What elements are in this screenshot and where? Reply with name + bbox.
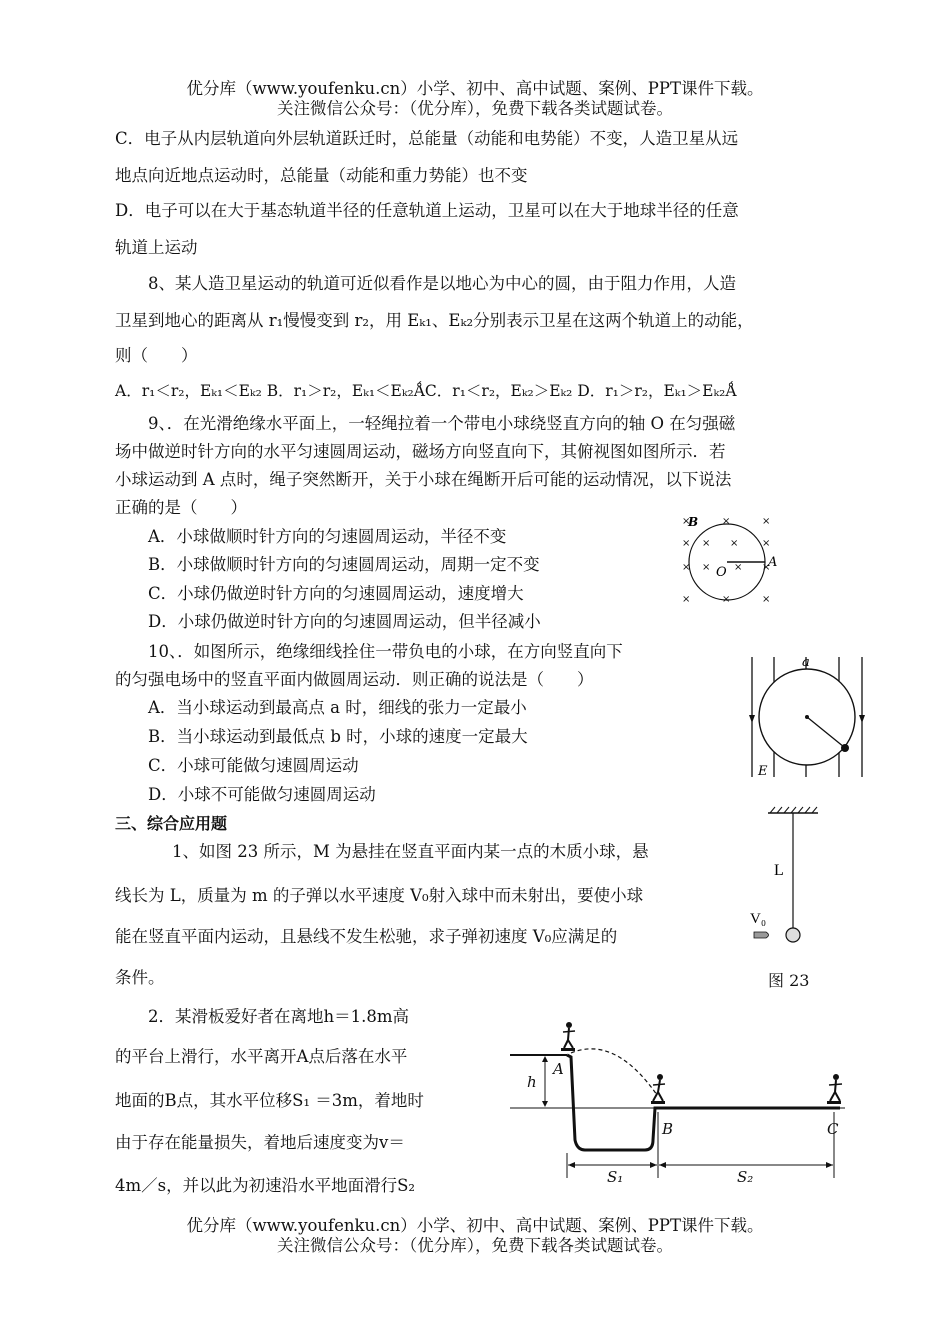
wood-ball [786, 928, 800, 942]
p1-figure [746, 805, 826, 995]
p2-line1: 2．某滑板爱好者在离地h＝1.8m高 [148, 1007, 410, 1026]
q8-line2: 卫星到地心的距离从 r₁慢慢变到 r₂，用 Eₖ₁、Eₖ₂分别表示卫星在这两个轨道上的动能， [115, 311, 754, 330]
p1-line1: 1、如图 23 所示，M 为悬挂在竖直平面内某一点的木质小球，悬 [172, 842, 649, 861]
p1-line4: 条件。 [115, 968, 165, 987]
p1-figure-caption: 图 23 [768, 971, 810, 990]
svg-text:×: × [762, 594, 771, 605]
skater-c [827, 1074, 842, 1104]
label-s2: S₂ [737, 1168, 754, 1185]
q10-figure [744, 655, 874, 780]
label-a: a [802, 655, 810, 670]
q10-option-b: B．当小球运动到最低点 b 时，小球的速度一定最大 [148, 727, 528, 746]
svg-text:×: × [682, 562, 691, 573]
svg-text:×: × [682, 538, 691, 549]
q9-option-a: A．小球做顺时针方向的匀速圆周运动，半径不变 [148, 527, 507, 546]
q10-line1: 10、．如图所示，绝缘细线拴住一带负电的小球，在方向竖直向下 [148, 642, 623, 661]
svg-text:×: × [702, 562, 711, 573]
p2-line3: 地面的B点，其水平位移S₁ ＝3m，着地时 [115, 1091, 424, 1110]
skater-b [651, 1074, 665, 1104]
trajectory [571, 1049, 657, 1095]
svg-text:×: × [734, 562, 743, 573]
svg-text:×: × [762, 538, 771, 549]
p1-line3: 能在竖直平面内运动，且悬线不发生松驰，求子弹初速度 V₀应满足的 [115, 927, 618, 946]
svg-text:×: × [722, 516, 731, 527]
label-c: C [827, 1120, 839, 1138]
q8-line3: 则（ ） [115, 346, 198, 365]
footer-line-1: 优分库（www.youfenku.cn）小学、初中、高中试题、案例、PPT课件下载。 [186, 1216, 764, 1235]
svg-text:×: × [730, 538, 739, 549]
q8-line1: 8、某人造卫星运动的轨道可近似看作是以地心为中心的圆，由于阻力作用，人造 [148, 274, 736, 293]
q9-line3: 小球运动到 A 点时，绳子突然断开，关于小球在绳断开后可能的运动情况，以下说法 [115, 470, 732, 489]
label-b: B [662, 1120, 674, 1138]
q9-line2: 场中做逆时针方向的水平匀速圆周运动，磁场方向竖直向下，其俯视图如图所示．若 [115, 442, 726, 461]
p2-figure [505, 1015, 850, 1185]
center-dot [805, 715, 809, 719]
q9-option-d: D．小球仍做逆时针方向的匀速圆周运动，但半径减小 [148, 612, 541, 631]
p2-line2: 的平台上滑行，水平离开A点后落在水平 [115, 1047, 408, 1066]
q8-options: A．r₁＜r₂，Eₖ₁＜Eₖ₂ B．r₁＞r₂，Eₖ₁＜Eₖ₂ǺC．r₁＜r₂，Eₖ₂＞Eₖ₂ D．r₁＞r₂，Eₖ₁＞Eₖ₂Ǻ [115, 382, 737, 400]
label-a: A [553, 1060, 564, 1078]
svg-text:×: × [682, 594, 691, 605]
svg-text:×: × [762, 562, 771, 573]
q7-option-c-line1: C．电子从内层轨道向外层轨道跃迁时，总能量（动能和电势能）不变，人造卫星从远 [115, 129, 739, 148]
footer-line-2: 关注微信公众号：（优分库），免费下载各类试题试卷。 [277, 1236, 673, 1255]
label-s1: S₁ [607, 1168, 624, 1185]
label-o: O [716, 565, 727, 580]
svg-text:×: × [682, 516, 691, 527]
field-x-marks [682, 516, 770, 605]
q10-option-c: C．小球可能做匀速圆周运动 [148, 756, 359, 775]
q10-option-d: D．小球不可能做匀速圆周运动 [148, 785, 376, 804]
section3-title: 三、综合应用题 [115, 814, 228, 833]
skater-a [561, 1022, 575, 1051]
label-b: B [688, 515, 699, 529]
label-e: E [758, 764, 768, 779]
header-line-2: 关注微信公众号：（优分库），免费下载各类试题试卷。 [277, 99, 673, 118]
header-line-1: 优分库（www.youfenku.cn）小学、初中、高中试题、案例、PPT课件下载。 [186, 79, 764, 98]
q7-option-c-line2: 地点向近地点运动时，总能量（动能和重力势能）也不变 [115, 166, 528, 185]
svg-text:×: × [722, 594, 731, 605]
terrain-profile [567, 1055, 840, 1150]
svg-text:×: × [702, 538, 711, 549]
q9-option-c: C．小球仍做逆时针方向的匀速圆周运动，速度增大 [148, 584, 524, 603]
label-l: L [774, 862, 784, 879]
q7-option-d-line1: D．电子可以在大于基态轨道半径的任意轨道上运动，卫星可以在大于地球半径的任意 [115, 201, 739, 220]
label-a: A [768, 555, 778, 570]
q9-line4: 正确的是（ ） [115, 498, 247, 517]
svg-text:×: × [762, 516, 771, 527]
q10-line2: 的匀强电场中的竖直平面内做圆周运动．则正确的说法是（ ） [115, 670, 594, 689]
label-v0: V₀ [750, 911, 767, 927]
q7-option-d-line2: 轨道上运动 [115, 238, 198, 257]
charged-ball [841, 744, 849, 752]
q9-figure [672, 512, 790, 608]
q10-option-a: A．当小球运动到最高点 a 时，细线的张力一定最小 [148, 698, 527, 717]
ceiling-hatch [770, 807, 817, 813]
label-h: h [527, 1073, 537, 1091]
bullet [754, 932, 769, 938]
q9-line1: 9、．在光滑绝缘水平面上，一轻绳拉着一个带电小球绕竖直方向的轴 O 在匀强磁 [148, 414, 736, 433]
p1-line2: 线长为 L，质量为 m 的子弹以水平速度 V₀射入球中而未射出，要使小球 [115, 886, 644, 905]
q9-option-b: B．小球做顺时针方向的匀速圆周运动，周期一定不变 [148, 555, 540, 574]
p2-line4: 由于存在能量损失，着地后速度变为v＝ [115, 1133, 405, 1152]
p2-line5: 4m／s，并以此为初速沿水平地面滑行S₂ [115, 1176, 416, 1195]
